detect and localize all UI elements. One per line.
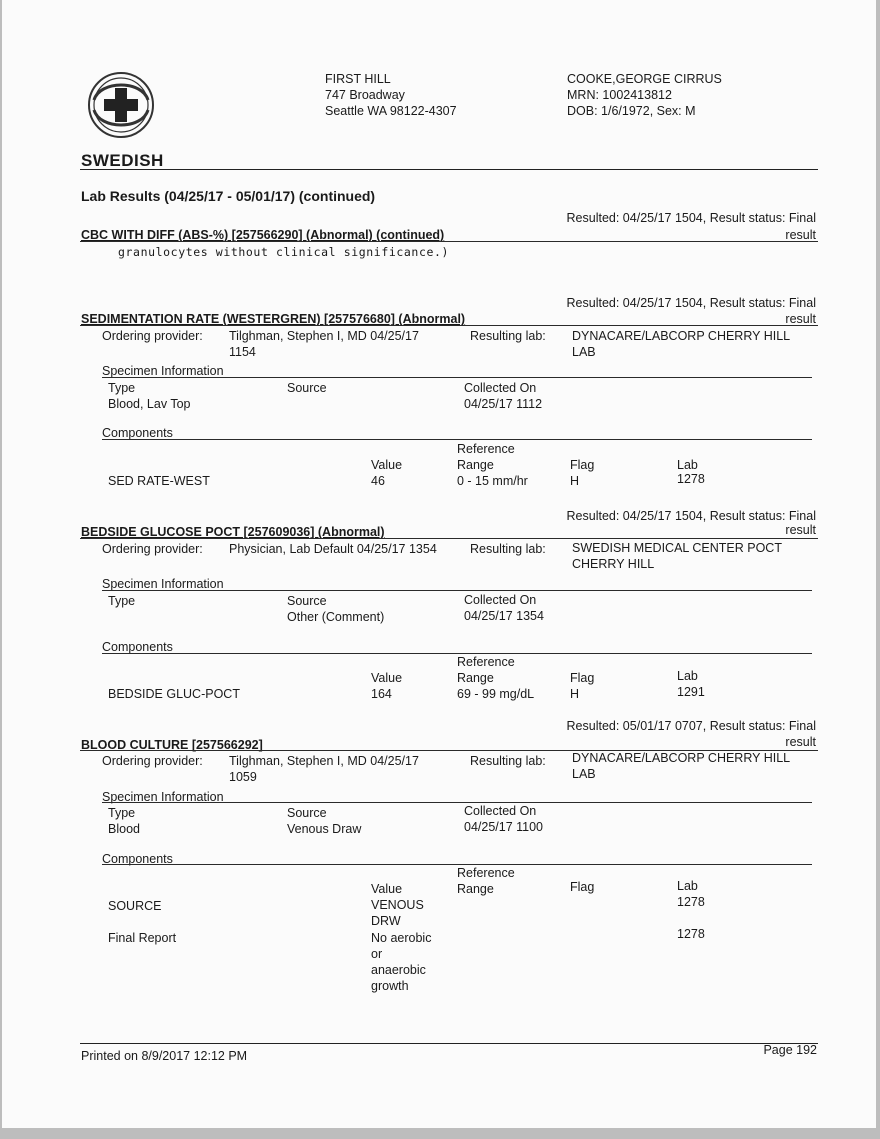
bc-row-2-value-2: or bbox=[371, 947, 383, 961]
bc-reference-label: Reference bbox=[457, 866, 515, 880]
patient-name: COOKE,GEORGE CIRRUS bbox=[567, 72, 722, 86]
bc-spec-source: Venous Draw bbox=[287, 822, 362, 836]
glu-row-range: 69 - 99 mg/dL bbox=[457, 687, 535, 701]
sed-reference-label: Reference bbox=[457, 442, 515, 456]
sed-row-range: 0 - 15 mm/hr bbox=[457, 474, 528, 488]
sed-components-rule bbox=[102, 439, 812, 440]
bc-row-1-value-1: VENOUS bbox=[371, 898, 424, 912]
sed-rule bbox=[80, 325, 818, 326]
glu-lab-1: SWEDISH MEDICAL CENTER POCT bbox=[572, 541, 782, 555]
bc-result-status: result bbox=[785, 735, 816, 749]
sed-ordering-label: Ordering provider: bbox=[102, 329, 203, 343]
cbc-title: CBC WITH DIFF (ABS-%) [257566290] (Abnormal) (continued) bbox=[81, 228, 445, 242]
glu-components-rule bbox=[102, 653, 812, 654]
bc-row-1-lab: 1278 bbox=[677, 895, 705, 909]
sed-spec-type: Blood, Lav Top bbox=[108, 397, 191, 411]
sed-lab-2: LAB bbox=[572, 345, 596, 359]
bc-lab-1: DYNACARE/LABCORP CHERRY HILL bbox=[572, 751, 791, 765]
bc-row-2-value-1: No aerobic bbox=[371, 931, 432, 945]
bc-resulting-label: Resulting lab: bbox=[470, 754, 546, 768]
bc-row-2-name: Final Report bbox=[108, 931, 177, 945]
bc-specimen-heading: Specimen Information bbox=[102, 790, 224, 804]
glu-specimen-heading: Specimen Information bbox=[102, 577, 224, 591]
sed-specimen-rule bbox=[102, 377, 812, 378]
bc-resulted: Resulted: 05/01/17 0707, Result status: Final bbox=[566, 719, 816, 733]
sed-provider-1: Tilghman, Stephen I, MD 04/25/17 bbox=[229, 329, 419, 343]
glu-lab-label: Lab bbox=[677, 669, 698, 683]
sed-row-lab: 1278 bbox=[677, 472, 705, 486]
bc-components-heading: Components bbox=[102, 852, 173, 866]
sed-collected-label: Collected On bbox=[464, 381, 537, 395]
bc-row-2-lab: 1278 bbox=[677, 927, 705, 941]
glu-row-value: 164 bbox=[371, 687, 392, 701]
sed-flag-label: Flag bbox=[570, 458, 595, 472]
bc-components-rule bbox=[102, 864, 812, 865]
glu-row-lab: 1291 bbox=[677, 685, 705, 699]
bc-collected-label: Collected On bbox=[464, 804, 537, 818]
sed-provider-2: 1154 bbox=[229, 345, 256, 359]
glu-collected-label: Collected On bbox=[464, 593, 537, 607]
bc-specimen-rule bbox=[102, 802, 812, 803]
bc-row-2-value-3: anaerobic bbox=[371, 963, 426, 977]
cbc-rule bbox=[80, 241, 818, 242]
bc-provider-1: Tilghman, Stephen I, MD 04/25/17 bbox=[229, 754, 419, 768]
bc-spec-collected: 04/25/17 1100 bbox=[464, 820, 544, 834]
glu-title: BEDSIDE GLUCOSE POCT [257609036] (Abnormal) bbox=[81, 525, 385, 539]
printed-on: Printed on 8/9/2017 12:12 PM bbox=[81, 1049, 248, 1063]
header-rule bbox=[80, 169, 818, 170]
document-page bbox=[2, 0, 876, 1128]
bc-value-label: Value bbox=[371, 882, 403, 896]
patient-mrn: MRN: 1002413812 bbox=[567, 88, 672, 102]
facility-line-3: Seattle WA 98122-4307 bbox=[325, 104, 457, 118]
sed-type-label: Type bbox=[108, 381, 136, 395]
glu-lab-2: CHERRY HILL bbox=[572, 557, 655, 571]
cbc-result-status: result bbox=[785, 228, 816, 242]
bc-source-label: Source bbox=[287, 806, 327, 820]
glu-row-name: BEDSIDE GLUC-POCT bbox=[108, 687, 240, 701]
glu-type-label: Type bbox=[108, 594, 136, 608]
facility-line-2: 747 Broadway bbox=[325, 88, 405, 102]
glu-reference-label: Reference bbox=[457, 655, 515, 669]
bc-title: BLOOD CULTURE [257566292] bbox=[81, 738, 263, 752]
bc-lab-2: LAB bbox=[572, 767, 596, 781]
page-title: Lab Results (04/25/17 - 05/01/17) (continued) bbox=[81, 188, 376, 204]
bc-row-1-value-2: DRW bbox=[371, 914, 401, 928]
bc-ordering-label: Ordering provider: bbox=[102, 754, 203, 768]
sed-specimen-heading: Specimen Information bbox=[102, 364, 224, 378]
sed-row-flag: H bbox=[570, 474, 580, 488]
sed-result-status: result bbox=[785, 312, 816, 326]
sed-lab-label: Lab bbox=[677, 458, 698, 472]
sed-source-label: Source bbox=[287, 381, 327, 395]
glu-value-label: Value bbox=[371, 671, 403, 685]
cbc-resulted: Resulted: 04/25/17 1504, Result status: Final bbox=[566, 211, 816, 225]
glu-flag-label: Flag bbox=[570, 671, 595, 685]
glu-source-label: Source bbox=[287, 594, 327, 608]
bc-row-2-value-4: growth bbox=[371, 979, 409, 993]
sed-resulted: Resulted: 04/25/17 1504, Result status: Final bbox=[566, 296, 816, 310]
sed-range-label: Range bbox=[457, 458, 494, 472]
sed-title: SEDIMENTATION RATE (WESTERGREN) [257576680] (Abnormal) bbox=[81, 312, 466, 326]
logo-text: SWEDISH bbox=[81, 151, 164, 170]
glu-provider: Physician, Lab Default 04/25/17 1354 bbox=[229, 542, 437, 556]
bc-lab-label: Lab bbox=[677, 879, 698, 893]
sed-resulting-label: Resulting lab: bbox=[470, 329, 546, 343]
glu-resulting-label: Resulting lab: bbox=[470, 542, 546, 556]
sed-row-name: SED RATE-WEST bbox=[108, 474, 210, 488]
glu-components-heading: Components bbox=[102, 640, 173, 654]
sed-components-heading: Components bbox=[102, 426, 173, 440]
bc-provider-2: 1059 bbox=[229, 770, 257, 784]
glu-range-label: Range bbox=[457, 671, 494, 685]
sed-row-value: 46 bbox=[371, 474, 385, 488]
glu-result-status: result bbox=[785, 523, 816, 537]
glu-ordering-label: Ordering provider: bbox=[102, 542, 203, 556]
sed-spec-collected: 04/25/17 1112 bbox=[464, 397, 543, 411]
bc-range-label: Range bbox=[457, 882, 494, 896]
swedish-logo bbox=[86, 70, 156, 140]
footer-rule bbox=[80, 1043, 818, 1044]
glu-spec-source: Other (Comment) bbox=[287, 610, 385, 624]
bc-spec-type: Blood bbox=[108, 822, 140, 836]
facility-line-1: FIRST HILL bbox=[325, 72, 391, 86]
glu-rule bbox=[80, 538, 818, 539]
glu-resulted: Resulted: 04/25/17 1504, Result status: Final bbox=[566, 509, 816, 523]
bc-type-label: Type bbox=[108, 806, 136, 820]
sed-value-label: Value bbox=[371, 458, 403, 472]
page-number: Page 192 bbox=[763, 1043, 817, 1057]
glu-spec-collected: 04/25/17 1354 bbox=[464, 609, 544, 623]
cbc-note: granulocytes without clinical significance.) bbox=[118, 245, 450, 259]
patient-dob: DOB: 1/6/1972, Sex: M bbox=[567, 104, 696, 118]
glu-specimen-rule bbox=[102, 590, 812, 591]
bc-row-1-name: SOURCE bbox=[108, 899, 162, 913]
sed-lab-1: DYNACARE/LABCORP CHERRY HILL bbox=[572, 329, 791, 343]
swedish-logo-icon bbox=[86, 70, 156, 140]
glu-row-flag: H bbox=[570, 687, 580, 701]
bc-flag-label: Flag bbox=[570, 880, 595, 894]
